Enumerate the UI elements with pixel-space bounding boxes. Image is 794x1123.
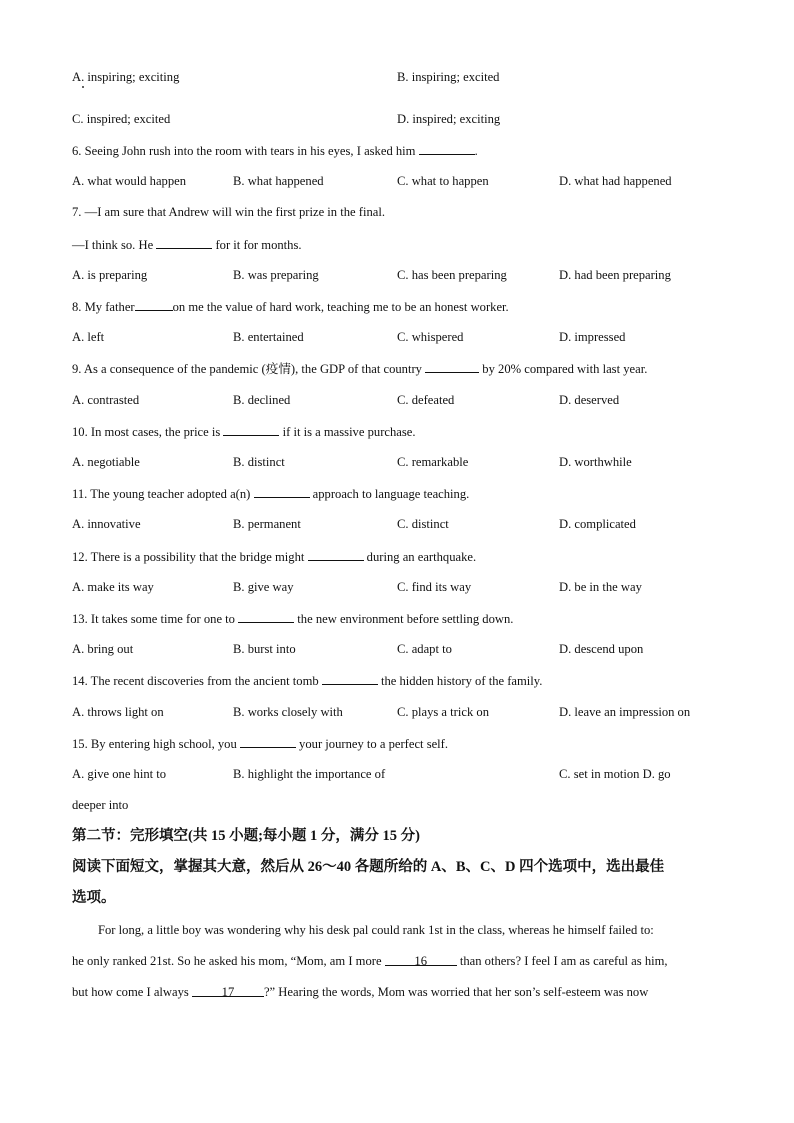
- stray-dot: [82, 86, 84, 88]
- q15-option-a[interactable]: A. give one hint to: [72, 767, 167, 781]
- q7-option-c[interactable]: C. has been preparing: [397, 268, 507, 282]
- q7-stem-text: —I think so. He: [72, 238, 157, 252]
- q6-stem-text: 6. Seeing John rush into the room with tears in his eyes, I asked him: [72, 144, 419, 158]
- q12-stem-text: 12. There is a possibility that the bridge might: [72, 550, 308, 564]
- q9-stem: [72, 359, 647, 378]
- q8-option-b[interactable]: B. entertained: [233, 330, 304, 344]
- q12-stem: [72, 547, 476, 566]
- q15-stem-text: 15. By entering high school, you: [72, 737, 240, 751]
- q10-option-d[interactable]: D. worthwhile: [559, 455, 632, 469]
- passage-text: than others? I feel I am as careful as him,: [456, 954, 668, 968]
- q14-stem: [72, 671, 542, 690]
- q10-option-a[interactable]: A. negotiable: [72, 455, 140, 469]
- q6-stem: [72, 141, 478, 160]
- q5-option-b[interactable]: B. inspiring; excited: [397, 70, 500, 84]
- q8-option-c[interactable]: C. whispered: [397, 330, 464, 344]
- q8-blank[interactable]: [135, 297, 173, 311]
- q15-option-d-wrap[interactable]: deeper into: [72, 798, 129, 812]
- q10-stem-text: 10. In most cases, the price is: [72, 425, 224, 439]
- q7-option-d[interactable]: D. had been preparing: [559, 268, 671, 282]
- passage-line3: [72, 983, 724, 1001]
- q12-blank[interactable]: [308, 547, 364, 561]
- q11-option-a[interactable]: A. innovative: [72, 517, 141, 531]
- q15-option-c-d[interactable]: C. set in motion D. go: [559, 767, 671, 781]
- q6-stem-end: .: [474, 144, 478, 158]
- passage-text: ?” Hearing the words, Mom was worried that her son’s self-esteem was now: [263, 985, 649, 999]
- section-instruction-line1: 阅读下面短文，掌握其大意，然后从 26～40 各题所给的 A、B、C、D 四个选项中，选出最佳: [72, 859, 665, 875]
- q13-option-d[interactable]: D. descend upon: [559, 642, 644, 656]
- q9-option-a[interactable]: A. contrasted: [72, 393, 140, 407]
- q14-blank[interactable]: [322, 671, 378, 685]
- q11-stem-end: approach to language teaching.: [309, 487, 470, 501]
- q11-blank[interactable]: [254, 484, 310, 498]
- blank-17[interactable]: 17: [192, 983, 264, 997]
- q13-blank[interactable]: [238, 609, 294, 623]
- q11-option-b[interactable]: B. permanent: [233, 517, 301, 531]
- q9-option-b[interactable]: B. declined: [233, 393, 291, 407]
- q5-option-c[interactable]: C. inspired; excited: [72, 112, 171, 126]
- q8-stem-text: 8. My father: [72, 300, 135, 314]
- q6-option-a[interactable]: A. what would happen: [72, 174, 187, 188]
- passage-line1: For long, a little boy was wondering why his desk pal could rank 1st in the class, whereas he himself failed to:: [98, 923, 654, 937]
- q15-option-b[interactable]: B. highlight the importance of: [233, 767, 386, 781]
- q7-blank[interactable]: [156, 235, 212, 249]
- q7-stem-end: for it for months.: [212, 238, 302, 252]
- q13-option-a[interactable]: A. bring out: [72, 642, 134, 656]
- q7-option-a[interactable]: A. is preparing: [72, 268, 148, 282]
- q10-blank[interactable]: [223, 422, 279, 436]
- passage-line2: [72, 952, 724, 970]
- section-heading: 第二节：完形填空(共 15 小题;每小题 1 分，满分 15 分): [72, 828, 420, 844]
- q5-option-d[interactable]: D. inspired; exciting: [397, 112, 501, 126]
- q14-option-b[interactable]: B. works closely with: [233, 705, 343, 719]
- q8-option-d[interactable]: D. impressed: [559, 330, 626, 344]
- passage-text: but how come I always: [72, 985, 192, 999]
- q15-blank[interactable]: [240, 734, 296, 748]
- q9-option-d[interactable]: D. deserved: [559, 393, 620, 407]
- q6-option-b[interactable]: B. what happened: [233, 174, 324, 188]
- q13-stem-text: 13. It takes some time for one to: [72, 612, 239, 626]
- q14-option-d[interactable]: D. leave an impression on: [559, 705, 691, 719]
- q10-stem-end: if it is a massive purchase.: [279, 425, 416, 439]
- q12-stem-end: during an earthquake.: [363, 550, 477, 564]
- q13-stem-end: the new environment before settling down.: [294, 612, 514, 626]
- q14-option-c[interactable]: C. plays a trick on: [397, 705, 489, 719]
- q7-stem-line2: [72, 235, 302, 254]
- q8-option-a[interactable]: A. left: [72, 330, 105, 344]
- q9-blank[interactable]: [425, 359, 479, 373]
- q9-stem-end: by 20% compared with last year.: [479, 362, 648, 376]
- q11-stem: [72, 484, 469, 503]
- q12-option-a[interactable]: A. make its way: [72, 580, 154, 594]
- q15-stem-end: your journey to a perfect self.: [295, 737, 449, 751]
- q13-option-b[interactable]: B. burst into: [233, 642, 296, 656]
- q14-option-a[interactable]: A. throws light on: [72, 705, 164, 719]
- q11-stem-text: 11. The young teacher adopted a(n): [72, 487, 254, 501]
- q6-blank[interactable]: [419, 141, 475, 155]
- q12-option-b[interactable]: B. give way: [233, 580, 294, 594]
- blank-16[interactable]: 16: [385, 952, 457, 966]
- section-instruction-line2: 选项。: [72, 890, 116, 906]
- q11-option-c[interactable]: C. distinct: [397, 517, 449, 531]
- q10-stem: [72, 422, 416, 441]
- q8-stem-end: on me the value of hard work, teaching me to be an honest worker.: [172, 300, 509, 314]
- q11-option-d[interactable]: D. complicated: [559, 517, 636, 531]
- q6-option-d[interactable]: D. what had happened: [559, 174, 672, 188]
- q12-option-d[interactable]: D. be in the way: [559, 580, 642, 594]
- q14-stem-end: the hidden history of the family.: [377, 674, 543, 688]
- q14-stem-text: 14. The recent discoveries from the ancient tomb: [72, 674, 322, 688]
- q12-option-c[interactable]: C. find its way: [397, 580, 472, 594]
- q9-stem-text: 9. As a consequence of the pandemic (疫情), the GDP of that country: [72, 362, 426, 376]
- q6-option-c[interactable]: C. what to happen: [397, 174, 489, 188]
- q8-stem: [72, 297, 509, 316]
- q5-option-a[interactable]: A. inspiring; exciting: [72, 70, 180, 84]
- q9-option-c[interactable]: C. defeated: [397, 393, 455, 407]
- passage-text: he only ranked 21st. So he asked his mom, “Mom, am I more: [72, 954, 385, 968]
- q10-option-b[interactable]: B. distinct: [233, 455, 285, 469]
- q7-option-b[interactable]: B. was preparing: [233, 268, 319, 282]
- q15-stem: [72, 734, 448, 753]
- q13-option-c[interactable]: C. adapt to: [397, 642, 452, 656]
- q7-stem-line1: 7. —I am sure that Andrew will win the first prize in the final.: [72, 205, 386, 219]
- q13-stem: [72, 609, 513, 628]
- q10-option-c[interactable]: C. remarkable: [397, 455, 469, 469]
